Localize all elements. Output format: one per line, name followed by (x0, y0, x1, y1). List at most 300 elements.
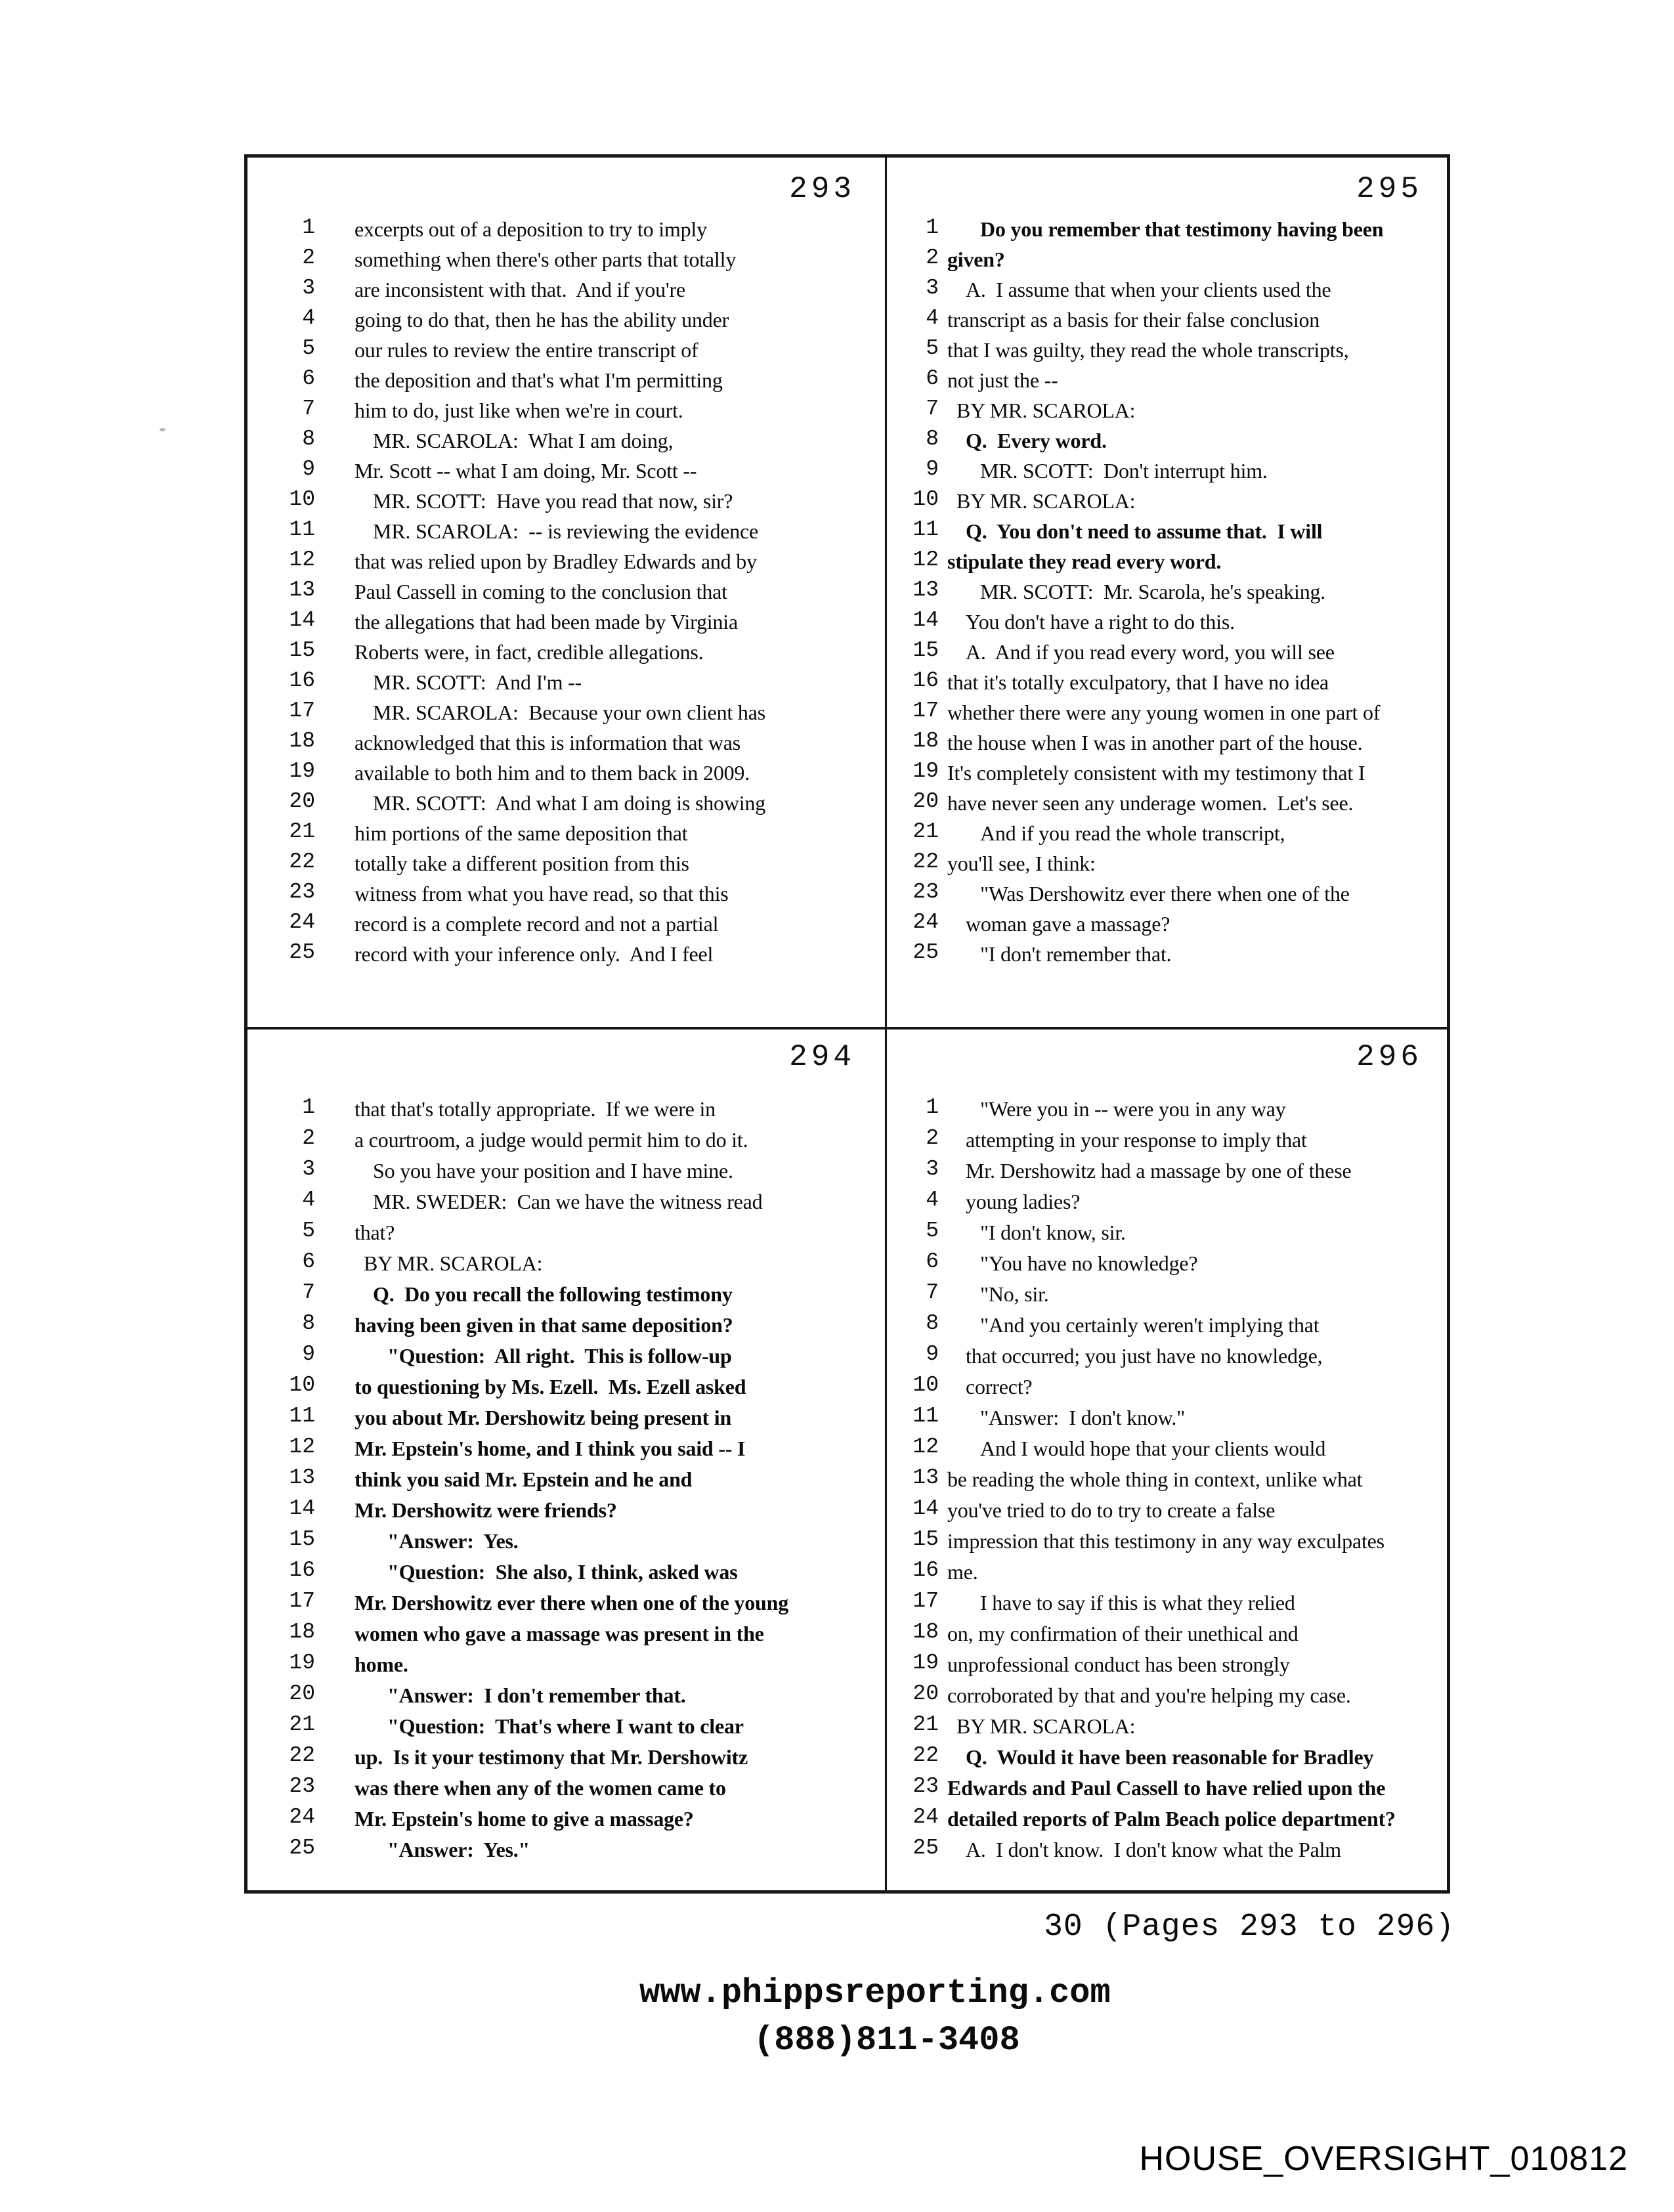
line-text: Mr. Epstein's home, and I think you said -- I (354, 1437, 746, 1460)
line-number: 6 (302, 366, 315, 391)
line-text: Edwards and Paul Cassell to have relied upon the (947, 1776, 1386, 1800)
transcript-line (886, 818, 1451, 848)
line-text: "Question: That's where I want to clear (387, 1714, 744, 1738)
line-number: 9 (302, 1342, 315, 1366)
line-text: think you said Mr. Epstein and he and (354, 1467, 693, 1491)
footer-website: www.phippsreporting.com (639, 1974, 1111, 2012)
line-number: 24 (289, 910, 315, 934)
transcript-line (886, 305, 1451, 335)
transcript-line (886, 335, 1451, 365)
line-text: A. I don't know. I don't know what the Palm (966, 1838, 1341, 1861)
transcript-line (886, 1495, 1451, 1526)
page-number-294: 294 (789, 1040, 855, 1074)
transcript-line (886, 456, 1451, 486)
transcript-line (886, 1526, 1451, 1557)
line-text: And I would hope that your clients would (980, 1437, 1326, 1460)
line-text: excerpts out of a deposition to try to imply (354, 217, 707, 241)
line-text: him to do, just like when we're in court. (354, 399, 683, 422)
transcript-line (886, 848, 1451, 878)
line-number: 20 (912, 789, 939, 813)
transcript-line (886, 1372, 1451, 1402)
footer-page-range: 30 (Pages 293 to 296) (1044, 1909, 1455, 1945)
transcript-line (886, 1557, 1451, 1588)
line-text: MR. SWEDER: Can we have the witness read (373, 1190, 763, 1213)
transcript-line (263, 1742, 885, 1773)
line-text: It's completely consistent with my testimony that I (947, 761, 1365, 785)
transcript-line (263, 1217, 885, 1248)
line-number: 7 (302, 397, 315, 421)
line-text: I have to say if this is what they relied (980, 1591, 1295, 1615)
line-number: 18 (912, 729, 939, 753)
line-text: impression that this testimony in any way exculpates (947, 1529, 1384, 1553)
transcript-line (886, 1433, 1451, 1464)
transcript-line (886, 425, 1451, 456)
line-number: 7 (926, 1280, 939, 1305)
transcript-line (263, 1526, 885, 1557)
line-number: 15 (912, 638, 939, 662)
line-text: Mr. Dershowitz were friends? (354, 1498, 617, 1522)
line-text: woman gave a massage? (966, 912, 1170, 936)
line-text: totally take a different position from this (354, 852, 689, 875)
line-text: acknowledged that this is information that was (354, 731, 741, 754)
line-number: 17 (912, 699, 939, 723)
line-text: MR. SCOTT: And I'm -- (373, 670, 582, 694)
transcript-line (263, 1248, 885, 1279)
line-text: stipulate they read every word. (947, 550, 1222, 573)
line-text: corroborated by that and you're helping my case. (947, 1683, 1351, 1707)
transcript-line (263, 909, 885, 939)
line-number: 11 (912, 517, 939, 542)
line-number: 18 (912, 1620, 939, 1644)
line-text: "Were you in -- were you in any way (980, 1097, 1286, 1121)
line-number: 24 (912, 1805, 939, 1829)
line-text: "You have no knowledge? (980, 1251, 1198, 1275)
line-number: 24 (912, 910, 939, 934)
line-text: that was relied upon by Bradley Edwards and by (354, 550, 757, 573)
line-number: 22 (912, 1743, 939, 1767)
line-number: 4 (302, 306, 315, 330)
line-number: 21 (912, 1712, 939, 1737)
transcript-line (263, 607, 885, 637)
line-number: 15 (289, 1527, 315, 1551)
line-number: 6 (302, 1249, 315, 1274)
line-text: on, my confirmation of their unethical and (947, 1622, 1298, 1645)
line-number: 17 (289, 699, 315, 723)
transcript-line (263, 788, 885, 818)
line-text: the deposition and that's what I'm permitting (354, 368, 723, 392)
transcript-line (886, 727, 1451, 758)
line-number: 25 (912, 940, 939, 965)
transcript-line (263, 667, 885, 697)
line-text: "Question: All right. This is follow-up (387, 1344, 732, 1368)
line-number: 4 (302, 1188, 315, 1212)
transcript-line (886, 1341, 1451, 1372)
transcript-line (886, 1588, 1451, 1618)
line-text: Mr. Epstein's home to give a massage? (354, 1807, 694, 1831)
transcript-line (263, 1649, 885, 1680)
line-number: 11 (289, 517, 315, 542)
line-number: 25 (289, 1836, 315, 1860)
transcript-line (263, 637, 885, 667)
line-text: you'll see, I think: (947, 852, 1096, 875)
line-text: a courtroom, a judge would permit him to do it. (354, 1128, 748, 1152)
line-number: 18 (289, 1620, 315, 1644)
line-number: 1 (926, 215, 939, 240)
line-text: "And you certainly weren't implying that (980, 1313, 1320, 1337)
line-text: to questioning by Ms. Ezell. Ms. Ezell asked (354, 1375, 746, 1399)
line-number: 11 (912, 1404, 939, 1428)
line-number: 1 (302, 215, 315, 240)
transcript-line (263, 274, 885, 305)
line-text: that that's totally appropriate. If we were in (354, 1097, 716, 1121)
line-number: 2 (926, 246, 939, 270)
line-number: 8 (302, 1311, 315, 1335)
line-number: 9 (926, 457, 939, 481)
line-number: 4 (926, 306, 939, 330)
line-text: MR. SCAROLA: What I am doing, (373, 429, 674, 452)
page-number-296: 296 (1356, 1040, 1423, 1074)
line-number: 22 (289, 1743, 315, 1767)
line-text: Q. Do you recall the following testimony (373, 1282, 733, 1306)
line-number: 9 (926, 1342, 939, 1366)
line-text: correct? (966, 1375, 1033, 1399)
line-text: MR. SCOTT: And what I am doing is showing (373, 791, 766, 815)
line-number: 4 (926, 1188, 939, 1212)
line-text: BY MR. SCAROLA: (364, 1251, 543, 1275)
line-number: 25 (289, 940, 315, 965)
line-number: 15 (289, 638, 315, 662)
line-text: the allegations that had been made by Virginia (354, 610, 738, 634)
transcript-line (886, 878, 1451, 909)
transcript-line (263, 1680, 885, 1711)
line-number: 22 (912, 850, 939, 874)
line-number: 11 (289, 1404, 315, 1428)
transcript-line (263, 758, 885, 788)
transcript-line (263, 878, 885, 909)
line-text: "No, sir. (980, 1282, 1049, 1306)
line-text: me. (947, 1560, 978, 1584)
page-number-295: 295 (1356, 172, 1423, 206)
line-text: Paul Cassell in coming to the conclusion that (354, 580, 727, 603)
line-text: Q. Every word. (966, 429, 1107, 452)
transcript-line (263, 1279, 885, 1310)
transcript-page-295 (886, 214, 1451, 976)
transcript-line (263, 1711, 885, 1742)
footer-phone: (888)811-3408 (754, 2021, 1020, 2060)
line-number: 3 (926, 276, 939, 300)
transcript-line (263, 546, 885, 576)
line-text: have never seen any underage women. Let's see. (947, 791, 1354, 815)
line-text: MR. SCAROLA: Because your own client has (373, 701, 765, 724)
line-number: 24 (289, 1805, 315, 1829)
line-number: 1 (926, 1095, 939, 1119)
line-text: are inconsistent with that. And if you're (354, 278, 685, 301)
line-number: 13 (289, 1465, 315, 1490)
line-number: 8 (302, 427, 315, 451)
transcript-line (263, 516, 885, 546)
transcript-line (263, 1773, 885, 1804)
transcript-line (886, 1649, 1451, 1680)
transcript-line (886, 1834, 1451, 1865)
line-text: women who gave a massage was present in the (354, 1622, 764, 1645)
line-number: 14 (912, 1496, 939, 1521)
line-number: 21 (289, 819, 315, 844)
line-number: 19 (289, 1651, 315, 1675)
line-number: 6 (926, 366, 939, 391)
transcript-line (263, 1495, 885, 1526)
line-text: You don't have a right to do this. (966, 610, 1235, 634)
line-number: 17 (289, 1589, 315, 1613)
transcript-line (886, 1310, 1451, 1341)
line-number: 12 (289, 548, 315, 572)
line-text: BY MR. SCAROLA: (956, 399, 1136, 422)
transcript-line (263, 1804, 885, 1834)
line-text: Q. You don't need to assume that. I will (966, 519, 1323, 543)
line-text: up. Is it your testimony that Mr. Dershowitz (354, 1745, 748, 1769)
line-number: 7 (302, 1280, 315, 1305)
line-number: 12 (912, 1435, 939, 1459)
transcript-lines-293 (263, 214, 885, 969)
line-number: 20 (289, 1681, 315, 1706)
transcript-line (886, 1186, 1451, 1217)
transcript-page-293 (263, 214, 885, 976)
transcript-line (263, 697, 885, 727)
line-number: 10 (289, 487, 315, 511)
line-text: MR. SCOTT: Have you read that now, sir? (373, 489, 733, 513)
line-text: witness from what you have read, so that this (354, 882, 729, 905)
line-number: 6 (926, 1249, 939, 1274)
transcript-lines-295 (886, 214, 1451, 969)
transcript-lines-294 (263, 1094, 885, 1865)
line-number: 9 (302, 457, 315, 481)
line-text: And if you read the whole transcript, (980, 821, 1285, 845)
transcript-line (886, 486, 1451, 516)
line-text: MR. SCAROLA: -- is reviewing the evidence (373, 519, 759, 543)
transcript-line (263, 395, 885, 425)
line-text: A. And if you read every word, you will see (966, 640, 1335, 664)
transcript-line (263, 576, 885, 607)
transcript-line (886, 607, 1451, 637)
transcript-line (263, 1588, 885, 1618)
line-text: record is a complete record and not a partial (354, 912, 719, 936)
line-number: 1 (302, 1095, 315, 1119)
transcript-line (886, 637, 1451, 667)
bates-stamp: HOUSE_OVERSIGHT_010812 (1139, 2140, 1628, 2178)
transcript-line (263, 1464, 885, 1495)
transcript-line (886, 939, 1451, 969)
line-text: going to do that, then he has the ability under (354, 308, 729, 332)
transcript-line (263, 727, 885, 758)
transcript-line (886, 1773, 1451, 1804)
line-text: "Answer: Yes." (387, 1838, 530, 1861)
transcript-line (886, 1156, 1451, 1186)
transcript-line (886, 274, 1451, 305)
line-text: "Answer: Yes. (387, 1529, 519, 1553)
transcript-line (263, 425, 885, 456)
page-number-293: 293 (789, 172, 855, 206)
line-text: "Answer: I don't remember that. (387, 1683, 686, 1707)
line-number: 5 (926, 1219, 939, 1243)
transcript-line (263, 1433, 885, 1464)
line-number: 13 (912, 1465, 939, 1490)
row-divider (247, 1027, 1447, 1030)
transcript-line (263, 818, 885, 848)
line-text: young ladies? (966, 1190, 1081, 1213)
transcript-line (263, 1557, 885, 1588)
line-number: 14 (912, 608, 939, 632)
line-text: BY MR. SCAROLA: (956, 489, 1136, 513)
line-number: 2 (302, 246, 315, 270)
line-text: transcript as a basis for their false conclusion (947, 308, 1320, 332)
line-text: BY MR. SCAROLA: (956, 1714, 1136, 1738)
transcript-line (263, 305, 885, 335)
line-text: you've tried to do to try to create a false (947, 1498, 1276, 1522)
line-number: 19 (912, 759, 939, 783)
transcript-line (886, 1711, 1451, 1742)
line-number: 12 (912, 548, 939, 572)
transcript-line (263, 1402, 885, 1433)
line-number: 7 (926, 397, 939, 421)
line-number: 15 (912, 1527, 939, 1551)
line-text: Mr. Dershowitz had a massage by one of these (966, 1159, 1352, 1182)
transcript-line (886, 365, 1451, 395)
line-number: 2 (926, 1126, 939, 1150)
line-text: that? (354, 1221, 395, 1244)
line-text: detailed reports of Palm Beach police department? (947, 1807, 1396, 1831)
line-text: "Question: She also, I think, asked was (387, 1560, 738, 1584)
line-number: 19 (289, 759, 315, 783)
line-number: 16 (289, 668, 315, 693)
line-number: 12 (289, 1435, 315, 1459)
line-text: "I don't know, sir. (980, 1221, 1126, 1244)
line-number: 16 (289, 1558, 315, 1582)
line-text: you about Mr. Dershowitz being present in (354, 1406, 732, 1429)
line-number: 14 (289, 608, 315, 632)
transcript-line (263, 1125, 885, 1156)
transcript-line (263, 1156, 885, 1186)
transcript-line (886, 1618, 1451, 1649)
transcript-page-294 (263, 1094, 885, 1872)
line-text: home. (354, 1653, 408, 1676)
line-text: whether there were any young women in one part of (947, 701, 1381, 724)
line-number: 13 (912, 578, 939, 602)
line-number: 19 (912, 1651, 939, 1675)
transcript-line (263, 456, 885, 486)
transcript-line (886, 697, 1451, 727)
line-text: be reading the whole thing in context, unlike what (947, 1467, 1363, 1491)
line-number: 8 (926, 427, 939, 451)
line-text: Roberts were, in fact, credible allegations. (354, 640, 704, 664)
transcript-line (886, 244, 1451, 274)
transcript-line (886, 1402, 1451, 1433)
line-text: Mr. Dershowitz ever there when one of the young (354, 1591, 789, 1615)
line-number: 10 (289, 1373, 315, 1397)
transcript-line (263, 1341, 885, 1372)
line-number: 23 (912, 880, 939, 904)
transcript-line (886, 1742, 1451, 1773)
line-text: Do you remember that testimony having been (980, 217, 1384, 241)
line-number: 22 (289, 850, 315, 874)
line-number: 10 (912, 487, 939, 511)
line-number: 5 (302, 1219, 315, 1243)
transcript-line (886, 1680, 1451, 1711)
line-text: our rules to review the entire transcript of (354, 338, 698, 362)
line-text: MR. SCOTT: Don't interrupt him. (980, 459, 1268, 483)
scan-artifact (160, 428, 165, 431)
transcript-line (886, 214, 1451, 244)
transcript-line (886, 1279, 1451, 1310)
line-number: 16 (912, 1558, 939, 1582)
transcript-line (886, 667, 1451, 697)
line-text: MR. SCOTT: Mr. Scarola, he's speaking. (980, 580, 1326, 603)
transcript-line (263, 848, 885, 878)
line-text: that occurred; you just have no knowledge, (966, 1344, 1323, 1368)
line-number: 18 (289, 729, 315, 753)
line-number: 20 (289, 789, 315, 813)
line-number: 3 (926, 1157, 939, 1181)
line-text: "I don't remember that. (980, 942, 1172, 966)
line-text: having been given in that same deposition? (354, 1313, 733, 1337)
line-number: 17 (912, 1589, 939, 1613)
transcript-line (263, 244, 885, 274)
line-text: attempting in your response to imply that (966, 1128, 1307, 1152)
line-number: 13 (289, 578, 315, 602)
transcript-line (886, 1217, 1451, 1248)
transcript-line (263, 1834, 885, 1865)
transcript-line (263, 1186, 885, 1217)
transcript-line (886, 909, 1451, 939)
line-number: 20 (912, 1681, 939, 1706)
transcript-line (886, 758, 1451, 788)
line-number: 8 (926, 1311, 939, 1335)
transcript-line (886, 1094, 1451, 1125)
line-text: "Answer: I don't know." (980, 1406, 1186, 1429)
line-text: him portions of the same deposition that (354, 821, 688, 845)
line-text: record with your inference only. And I feel (354, 942, 714, 966)
line-text: "Was Dershowitz ever there when one of the (980, 882, 1350, 905)
transcript-line (263, 939, 885, 969)
line-text: that I was guilty, they read the whole transcripts, (947, 338, 1349, 362)
line-number: 21 (912, 819, 939, 844)
line-text: unprofessional conduct has been strongly (947, 1653, 1290, 1676)
transcript-line (886, 788, 1451, 818)
line-text: given? (947, 248, 1005, 271)
line-number: 21 (289, 1712, 315, 1737)
line-number: 2 (302, 1126, 315, 1150)
line-number: 14 (289, 1496, 315, 1521)
line-text: the house when I was in another part of the house. (947, 731, 1363, 754)
transcript-lines-296 (886, 1094, 1451, 1865)
line-number: 25 (912, 1836, 939, 1860)
line-number: 3 (302, 1157, 315, 1181)
transcript-line (886, 546, 1451, 576)
transcript-line (886, 1248, 1451, 1279)
transcript-line (886, 516, 1451, 546)
transcript-line (263, 1618, 885, 1649)
transcript-line (886, 1464, 1451, 1495)
line-number: 23 (912, 1774, 939, 1798)
transcript-line (263, 335, 885, 365)
line-text: something when there's other parts that totally (354, 248, 737, 271)
transcript-line (263, 214, 885, 244)
line-text: that it's totally exculpatory, that I have no idea (947, 670, 1329, 694)
transcript-line (263, 1310, 885, 1341)
line-text: not just the -- (947, 368, 1058, 392)
line-number: 23 (289, 880, 315, 904)
transcript-line (886, 1125, 1451, 1156)
transcript-line (886, 1804, 1451, 1834)
line-number: 3 (302, 276, 315, 300)
